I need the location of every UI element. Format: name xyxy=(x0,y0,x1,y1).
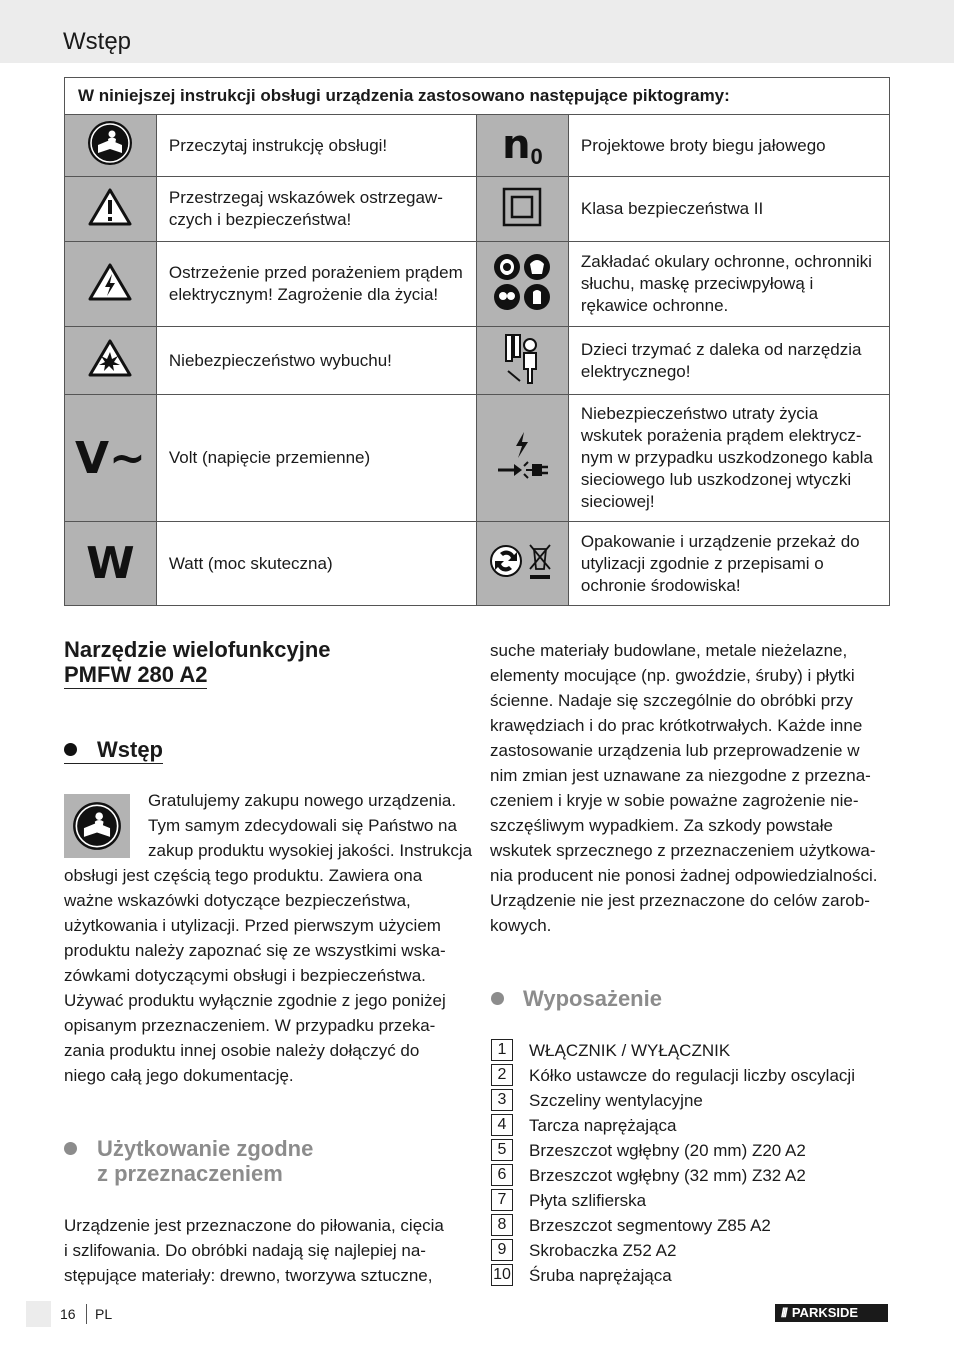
pictogram-text: Przestrzegaj wskazówek ostrzegaw- czych i bezpieczeństwa! xyxy=(156,177,476,242)
page-title: Wstęp xyxy=(63,28,132,55)
list-item: 3 Szczeliny wentylacyjne xyxy=(490,1088,890,1113)
equipment-heading: Wyposażenie xyxy=(523,986,662,1011)
pictogram-caption: W niniejszej instrukcji obsługi urządzenia zastosowano następujące piktogramy: xyxy=(65,78,890,115)
footer-marker xyxy=(26,1301,51,1327)
pictogram-text: Niebezpieczeństwo utraty życia wskutek porażenia prądem elektrycz- nym w przypadku uszkodzonego kabla sieciowego lub uszkodzonej wtyczki sieciowej! xyxy=(568,395,889,522)
brand-stripes-icon: /// xyxy=(781,1305,786,1320)
electric-shock-warning-icon xyxy=(65,242,157,327)
language-code: PL xyxy=(95,1306,113,1322)
no-load-speed-symbol: n0 xyxy=(477,115,569,177)
volt-ac-symbol: V~ xyxy=(65,395,157,522)
bullet-icon xyxy=(64,1142,77,1155)
list-item: 1 WŁĄCZNIK / WYŁĄCZNIK xyxy=(490,1038,890,1063)
usage-paragraph-left: Urządzenie jest przeznaczone do piłowania, cięcia i szlifowania. Do obróbki nadają się najlepiej na- stępujące materiały: drewno, tworzywa sztuczne, xyxy=(64,1216,444,1285)
table-row xyxy=(65,522,890,606)
usage-heading: Użytkowanie zgodne z przeznaczeniem xyxy=(97,1136,314,1186)
table-row xyxy=(65,242,890,327)
list-item: 5 Brzeszczot wgłębny (20 mm) Z20 A2 xyxy=(490,1138,890,1163)
list-item: 7 Płyta szlifierska xyxy=(490,1188,890,1213)
ppe-icons xyxy=(477,242,569,327)
pictogram-text: Volt (napięcie przemienne) xyxy=(156,395,476,522)
header-bar xyxy=(0,0,954,63)
table-row xyxy=(65,115,890,177)
list-item: 4 Tarcza naprężająca xyxy=(490,1113,890,1138)
pictogram-text: Projektowe broty biegu jałowego xyxy=(568,115,889,177)
product-title: Narzędzie wielofunkcyjne PMFW 280 A2 xyxy=(64,637,331,687)
list-item: 8 Brzeszczot segmentowy Z85 A2 xyxy=(490,1213,890,1238)
watt-symbol: W xyxy=(65,522,157,606)
keep-children-away-icon xyxy=(477,327,569,395)
recycling-disposal-icon xyxy=(477,522,569,606)
list-item: 6 Brzeszczot wgłębny (32 mm) Z32 A2 xyxy=(490,1163,890,1188)
pictogram-text: Niebezpieczeństwo wybuchu! xyxy=(156,327,476,395)
pictogram-caption-row xyxy=(65,78,890,115)
pictogram-text: Opakowanie i urządzenie przekaż do utylizacji zgodnie z przepisami o ochronie środowiska! xyxy=(568,522,889,606)
intro-paragraph-part1: Gratulujemy zakupu nowego urządzenia. Tym samym zdecydowali się Państwo na zakup produktu wysokiej jakości. Instrukcja xyxy=(148,791,473,860)
table-row xyxy=(65,395,890,522)
pictogram-table xyxy=(64,77,890,606)
pictogram-text: Zakładać okulary ochronne, ochronniki słuchu, maskę przeciwpyłową i rękawice ochronne. xyxy=(568,242,889,327)
footer-divider xyxy=(86,1304,87,1324)
pictogram-text: Przeczytaj instrukcję obsługi! xyxy=(156,115,476,177)
intro-paragraph-part2: obsługi jest częścią tego produktu. Zawiera ona ważne wskazówki dotyczące bezpieczeństwa, użytkowania i utylizacji. Przed pierwszym użyciem produktu należy zapoznać się ze wszystkimi wska- zówkami dotyczącymi obsługi i bezpieczeństwa. Używać produktu wyłącznie zgodnie z jego poniżej opisanym przeznaczeniem. W przypadku przeka- zania produktu innej osobie należy dołączyć do niego całą jego dokumentację. xyxy=(64,866,446,1085)
intro-heading: Wstęp xyxy=(64,737,163,762)
equipment-list xyxy=(490,1038,890,1288)
protection-class-ii-icon xyxy=(477,177,569,242)
table-row xyxy=(65,177,890,242)
pictogram-text: Watt (moc skuteczna) xyxy=(156,522,476,606)
pictogram-text: Dzieci trzymać z daleka od narzędzia elektrycznego! xyxy=(568,327,889,395)
pictogram-text: Klasa bezpieczeństwa II xyxy=(568,177,889,242)
table-row xyxy=(65,327,890,395)
pictogram-text: Ostrzeżenie przed porażeniem prądem elektrycznym! Zagrożenie dla życia! xyxy=(156,242,476,327)
explosion-warning-icon xyxy=(65,327,157,395)
list-item: 2 Kółko ustawcze do regulacji liczby oscylacji xyxy=(490,1063,890,1088)
warning-triangle-icon xyxy=(65,177,157,242)
list-item: 10 Śruba naprężająca xyxy=(490,1263,890,1288)
damaged-cable-icon xyxy=(477,395,569,522)
list-item: 9 Skrobaczka Z52 A2 xyxy=(490,1238,890,1263)
usage-paragraph-right: suche materiały budowlane, metale nieżelazne, elementy mocujące (np. gwoździe, śruby) i płytki ścienne. Nadaje się szczególnie do obróbki przy krawędziach i do prac krótkotrwałych. Każde inne zastosowanie urządzenia lub przeprowadzenie w nim zmian jest uznawane za niezgodne z przezna- czeniem i kryje w sobie poważne zagrożenie nie- szczęśliwym wypadkiem. Za szkody powstałe wskutek sprzecznego z przeznaczeniem użytkowa- nia producent nie ponosi żadnej odpowiedzialności. Urządzenie nie jest przeznaczone do celów zarob- kowych. xyxy=(490,641,878,935)
read-manual-icon xyxy=(64,794,130,858)
bullet-icon xyxy=(491,992,504,1005)
brand-logo: /// PARKSIDE xyxy=(775,1304,888,1322)
read-manual-icon xyxy=(65,115,157,177)
page-number: 16 xyxy=(60,1306,76,1322)
